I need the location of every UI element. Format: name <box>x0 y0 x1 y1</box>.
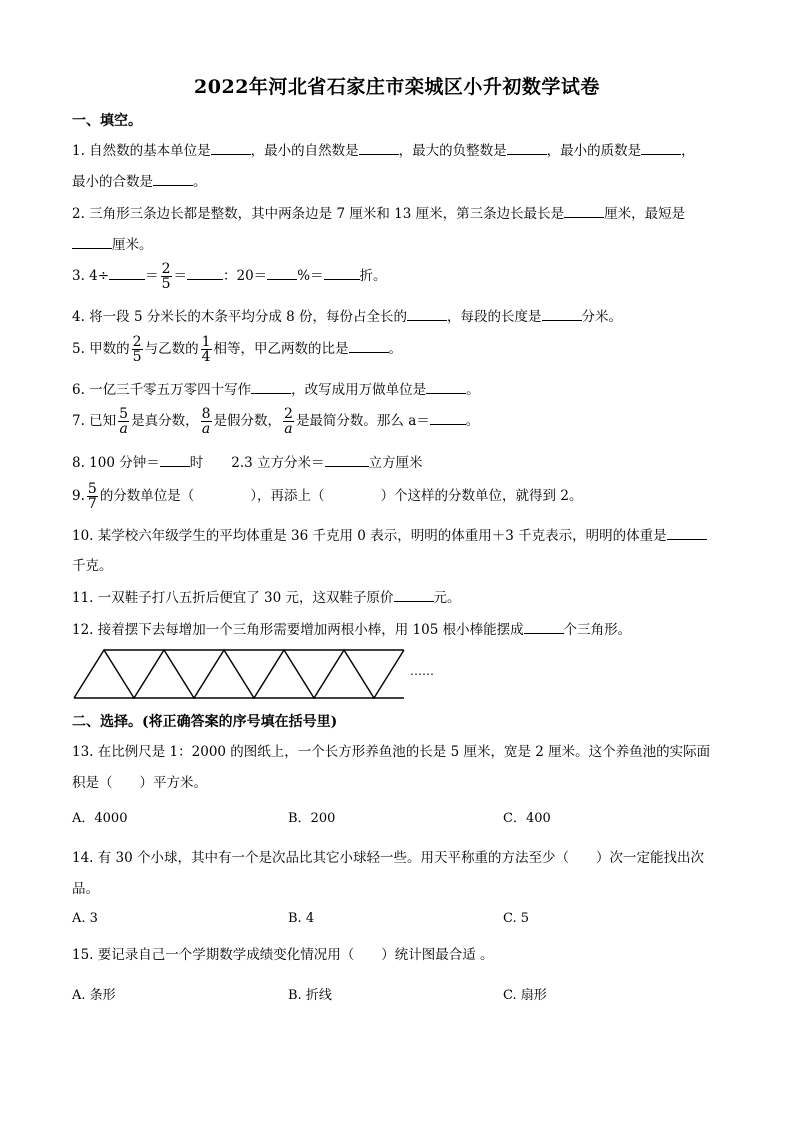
question-13-cont: 积是（ ）平方米。 <box>72 775 207 791</box>
question-4: 4. 将一段 5 分米长的木条平均分成 8 份，每份占全长的 ，每段的长度是 分米。 <box>72 306 722 327</box>
option-c[interactable]: C. 扇形 <box>503 988 547 1003</box>
option-a[interactable]: A. 条形 <box>72 988 116 1003</box>
question-14-cont: 品。 <box>72 881 99 897</box>
question-8: 8. 100 分钟＝ 时 2.3 立方分米＝ 立方厘米 <box>72 452 722 473</box>
option-b[interactable]: B. 折线 <box>288 988 332 1003</box>
answer-blank[interactable] <box>325 452 369 467</box>
question-13: 13. 在比例尺是 1：2000 的图纸上，一个长方形养鱼池的长是 5 厘米，宽是 2 厘米。这个养鱼池的实际面 <box>72 744 711 760</box>
question-3: 3. 4÷ ＝ $\frac{2}{5}$ ＝ ：20＝ %＝ 折。 <box>72 261 387 292</box>
section-heading-choice: 二、选择。(将正确答案的序号填在括号里) <box>72 714 338 730</box>
fraction: $\frac{5}{7}$ <box>87 481 97 512</box>
answer-blank[interactable] <box>542 306 582 321</box>
fraction: $\frac{2}{5}$ <box>161 261 171 292</box>
answer-blank[interactable] <box>407 306 447 321</box>
answer-blank[interactable] <box>267 265 297 280</box>
question-10-cont: 千克。 <box>72 558 113 574</box>
triangle-matchstick-figure <box>72 646 412 702</box>
matchstick-lines <box>74 650 404 698</box>
answer-blank[interactable] <box>667 525 707 540</box>
fraction: $\frac{1}{4}$ <box>201 334 211 365</box>
answer-blank[interactable] <box>426 379 466 394</box>
question-15: 15. 要记录自己一个学期数学成绩变化情况用（ ）统计图最合适 。 <box>72 947 494 963</box>
answer-blank[interactable] <box>324 265 360 280</box>
option-c[interactable]: C. 5 <box>503 911 530 926</box>
answer-blank[interactable] <box>153 171 193 186</box>
fraction: $\frac{2}{5}$ <box>132 334 142 365</box>
answer-blank[interactable] <box>641 140 681 155</box>
answer-blank[interactable] <box>394 587 434 602</box>
option-c[interactable]: C．400 <box>503 811 551 826</box>
answer-blank[interactable] <box>507 140 547 155</box>
fraction: $\frac{8}{a}$ <box>201 406 211 437</box>
question-5: 5. 甲数的 $\frac{2}{5}$ 与乙数的 $\frac{1}{4}$ 相等，甲乙两数的比是 。 <box>72 334 403 365</box>
answer-blank[interactable] <box>109 265 145 280</box>
answer-blank[interactable] <box>524 619 564 634</box>
question-10: 10. 某学校六年级学生的平均体重是 36 千克用 0 表示，明明的体重用＋3 千克表示，明明的体重是 <box>72 525 722 546</box>
answer-blank[interactable] <box>251 379 291 394</box>
question-1: 1. 自然数的基本单位是 ，最小的自然数是 ，最大的负整数是 ，最小的质数是 ， <box>72 140 722 161</box>
page-title: 2022年河北省石家庄市栾城区小升初数学试卷 <box>194 76 600 98</box>
question-1-cont: 最小的合数是 。 <box>72 171 722 192</box>
question-6: 6. 一亿三千零五万零四十写作 ，改写成用万做单位是 。 <box>72 379 722 400</box>
question-9: 9. $\frac{5}{7}$ 的分数单位是（ ），再添上（ ）个这样的分数单位，就得到 2。 <box>72 481 583 512</box>
answer-blank[interactable] <box>430 410 466 425</box>
answer-blank[interactable] <box>211 140 251 155</box>
question-14: 14. 有 30 个小球，其中有一个是次品比其它小球轻一些。用天平称重的方法至少（ ）次一定能找出次 <box>72 850 705 866</box>
question-2-cont: 厘米。 <box>72 234 722 255</box>
continuation-dots: …… <box>410 664 434 678</box>
answer-blank[interactable] <box>160 452 190 467</box>
answer-blank[interactable] <box>564 203 604 218</box>
fraction: $\frac{5}{a}$ <box>119 406 129 437</box>
question-7: 7. 已知 $\frac{5}{a}$ 是真分数， $\frac{8}{a}$ 是假分数， $\frac{2}{a}$ 是最简分数。那么 a＝ 。 <box>72 406 480 437</box>
fraction: $\frac{2}{a}$ <box>284 406 293 437</box>
answer-blank[interactable] <box>72 234 112 249</box>
option-b[interactable]: B．200 <box>288 811 336 826</box>
question-12: 12. 接着摆下去每增加一个三角形需要增加两根小棒，用 105 根小棒能摆成 个三角形。 <box>72 619 722 640</box>
answer-blank[interactable] <box>187 265 223 280</box>
option-a[interactable]: A．4000 <box>72 811 128 826</box>
option-b[interactable]: B. 4 <box>288 911 315 926</box>
section-heading-fill-blank: 一、填空。 <box>72 113 142 129</box>
option-a[interactable]: A. 3 <box>72 911 98 926</box>
answer-blank[interactable] <box>359 140 399 155</box>
question-2: 2. 三角形三条边长都是整数，其中两条边是 7 厘米和 13 厘米，第三条边长最长是 厘米，最短是 <box>72 203 722 224</box>
answer-blank[interactable] <box>349 338 389 353</box>
question-11: 11. 一双鞋子打八五折后便宜了 30 元，这双鞋子原价 元。 <box>72 587 722 608</box>
